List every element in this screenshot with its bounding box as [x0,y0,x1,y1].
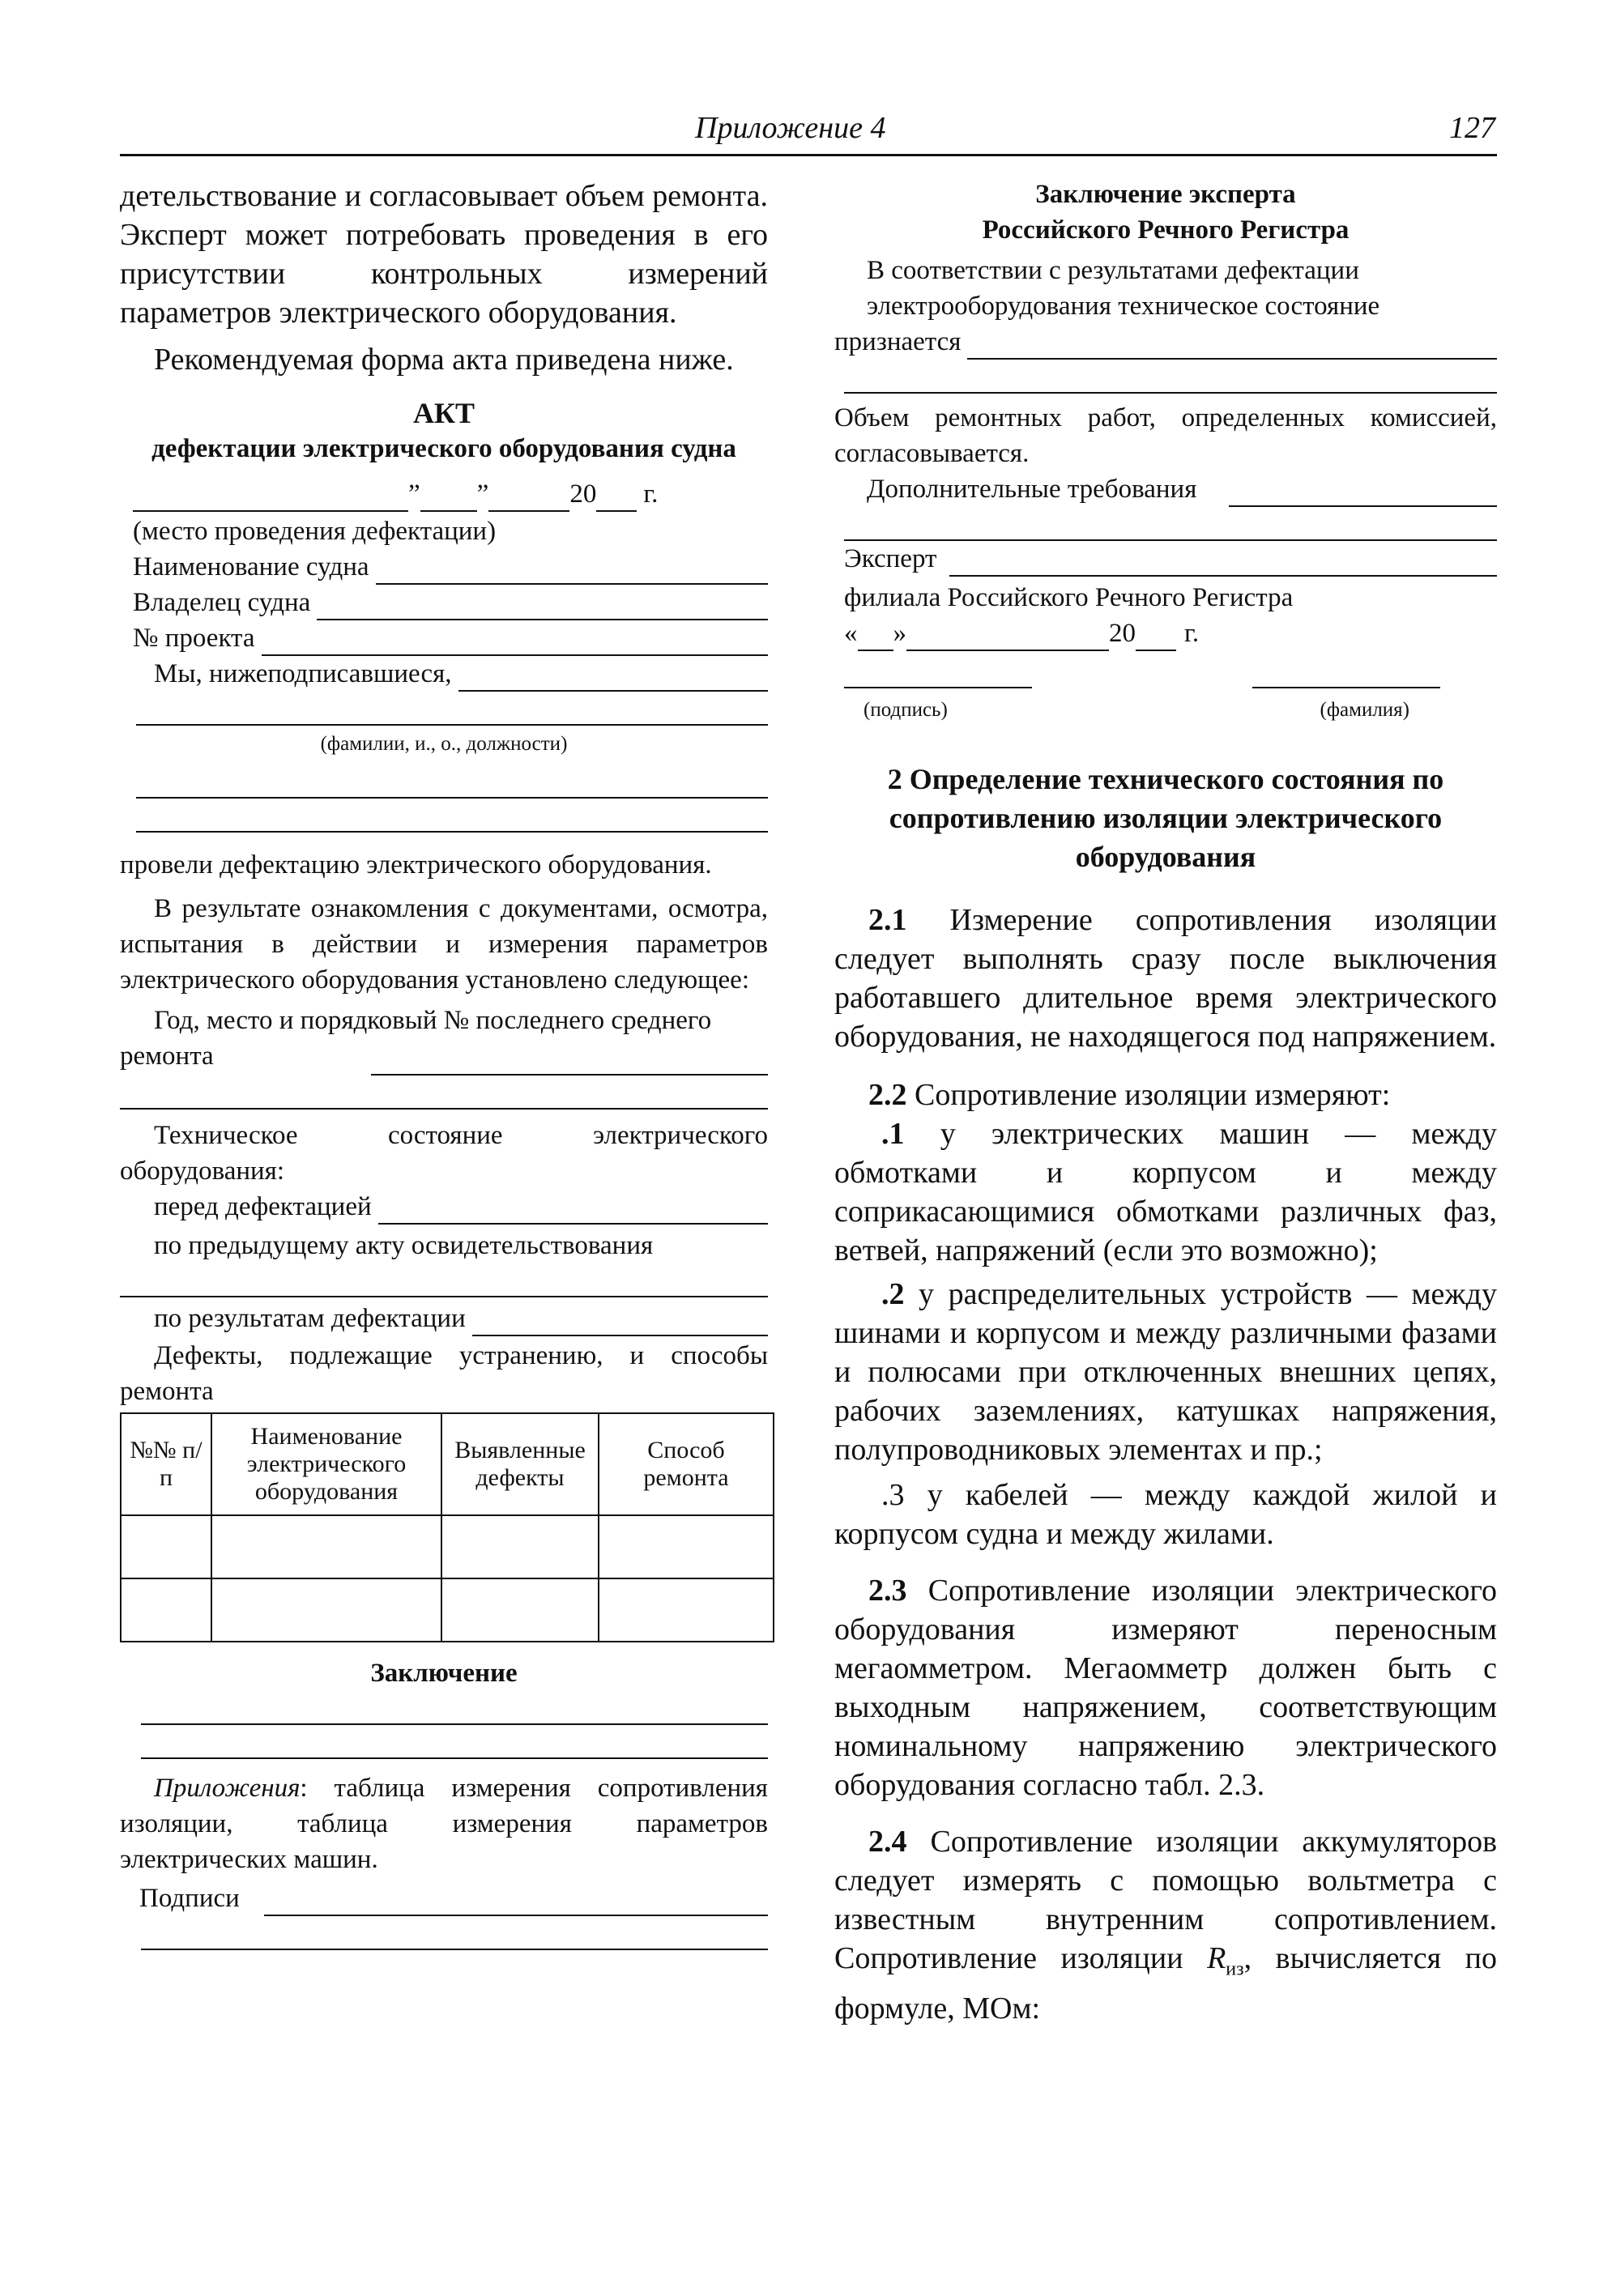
date-quote: ” [476,479,489,509]
paragraph-2-2-1 [834,1114,1497,1270]
table-cell [211,1578,441,1642]
clause-number: .2 [881,1277,905,1311]
table-cell [441,1578,599,1642]
field-label: Эксперт [844,544,937,573]
day-blank [858,622,893,651]
vessel-owner-line [120,585,768,620]
fill-blank [949,547,1497,577]
table-header-cell: Наименование электрического оборудования [211,1413,441,1515]
place-blank [133,483,408,512]
formula-subscript: из [1226,1958,1244,1980]
paragraph-2-3 [834,1571,1497,1804]
fill-blank [1229,478,1497,507]
clause-text: , вычисляется по формуле, МОм: [834,1941,1497,2026]
place-caption: (место проведения дефектации) [133,517,497,546]
act-title: АКТ [412,397,475,429]
field-label: Наименование судна [133,552,369,581]
section-heading: 2 Определение технического состояния по сопротивлению изоляции электрического оборудования [887,763,1444,873]
date-quote: » [893,619,906,648]
paragraph: провели дефектацию электрического оборудования. [120,850,712,880]
paragraph-2-2 [834,1076,1497,1114]
clause-number: 2.2 [868,1078,907,1112]
additional-line [834,471,1497,507]
signatures-line [120,1881,768,1916]
names-caption: (фамилии, и., о., должности) [320,733,568,755]
paragraph: Рекомендуемая форма акта приведена ниже. [154,343,734,377]
clause-text: у электрических машин — между обмотками и корпусом и между соприкасающимися обмотками различных фаз, ветвей, напряжений (если это возможно); [834,1117,1497,1267]
table-cell [211,1515,441,1578]
expert-title: Российского Речного Регистра [982,215,1350,245]
by-results-line [120,1301,768,1336]
expert-title: Заключение эксперта [1035,180,1296,209]
paragraph-2-1 [834,901,1497,1056]
paragraph: детельствование и согласовывает объем ремонта. Эксперт может потребовать проведения в его присутствии контрольных измерений параметров электрического оборудования. [120,179,768,330]
paragraph-2-2-3 [834,1476,1497,1553]
table-cell [121,1515,211,1578]
clause-number: 2.4 [868,1825,907,1859]
blank-rule [141,1916,768,1950]
formula-variable: R [1207,1941,1226,1975]
running-title: Приложение 4 [695,111,886,145]
undersigned-line [120,656,768,692]
left-column [120,177,768,1950]
appendix-paragraph [120,1770,768,1877]
before-defect-line [120,1189,768,1225]
field-label: филиала Российского Речного Регистра [844,583,1294,612]
clause-text: Сопротивление изоляции электрического оборудования измеряют переносным мегаомметром. Мегаомметр должен быть с выходным напряжением, соответствующим номинальному напряжению электрического оборудования согласно табл. 2.3. [834,1574,1497,1802]
page-header [120,105,1497,156]
clause-text: Сопротивление изоляции измеряют: [915,1078,1391,1112]
field-label: перед дефектацией [154,1192,372,1221]
clause-number: 2.1 [868,903,907,937]
date-quote: ” [408,479,420,509]
page-number: 127 [1449,111,1495,145]
expert-signature-row [834,659,1497,688]
day-blank [420,483,477,512]
conclusion-title: Заключение [370,1659,518,1688]
blank-rule [844,507,1497,541]
table-header-row [121,1413,774,1515]
project-number-line [120,620,768,656]
table-row [121,1515,774,1578]
clause-number: 2.3 [868,1574,907,1608]
field-label: по предыдущему акту освидетельствования [154,1231,654,1260]
fill-blank [458,662,768,692]
blank-rule [120,1076,768,1110]
clause-text: у кабелей — между каждой жилой и корпусом судна и между жилами. [834,1478,1498,1551]
table-cell [599,1578,774,1642]
paragraph-2-2-2 [834,1275,1497,1469]
year-blank [1136,622,1176,651]
blank-rule [136,765,768,799]
blank-rule [120,1263,768,1297]
fill-blank [264,1887,768,1916]
blank-rule [141,1691,768,1725]
appendix-text: : таблица измерения сопротивления изоляции, таблица измерения параметров электрических машин. [120,1774,768,1874]
act-subtitle: дефектации электрического оборудования судна [151,434,736,463]
field-label: № проекта [133,624,255,653]
paragraph: Техническое состояние электрического оборудования: [120,1121,768,1186]
blank-rule [844,360,1497,394]
clause-number: .3 [881,1478,905,1512]
fill-blank [378,1195,768,1225]
defects-table [120,1412,774,1642]
paragraph: В результате ознакомления с документами, осмотра, испытания в действии и измерения параметров электрического оборудования установлено следующее: [120,894,768,995]
expert-date-line [834,616,1497,651]
paragraph: Объем ремонтных работ, определенных комиссией, согласовывается. [834,403,1497,468]
table-header-cell: №№ п/п [121,1413,211,1515]
year-prefix: 20 [1109,619,1136,648]
blank-rule [141,1725,768,1759]
clause-text: Сопротивление изоляции аккумуляторов следует измерять с помощью вольтметра с известным внутренним сопротивлением. Сопротивление изоляции [834,1825,1498,1975]
field-label: Дополнительные требования [867,475,1197,504]
table-row [121,1578,774,1642]
expert-line [834,541,1497,577]
field-label: признается [834,327,962,356]
fill-blank [262,627,768,656]
field-label: Подписи [139,1884,240,1913]
table-header-cell: Способ ремонта [599,1413,774,1515]
surname-blank [1252,659,1440,688]
clause-text: Измерение сопротивления изоляции следует выполнять сразу после выключения работавшего длительное время электрического оборудования, не находящегося под напряжением. [834,903,1497,1054]
paragraph: Дефекты, подлежащие устранению, и способы ремонта [120,1341,768,1406]
clause-number: .1 [881,1117,905,1151]
fill-blank [376,556,768,585]
paragraph: В соответствии с результатами дефектации электрооборудования техническое состояние [867,256,1380,321]
signature-captions [834,696,1497,724]
clause-text: у распределительных устройств — между шинами и корпусом и между различными фазами и полюсами при отключенных внешних цепях, рабочих заземлениях, катушках напряжения, полупроводниковых элементах и пр.; [834,1277,1497,1467]
blank-rule [371,1042,768,1076]
field-label: Владелец судна [133,588,311,617]
fill-blank [472,1307,768,1336]
table-cell [441,1515,599,1578]
fill-blank [317,591,768,620]
table-header-cell: Выявленные дефекты [441,1413,599,1515]
month-blank [906,622,1109,651]
paragraph-2-4 [834,1822,1497,2028]
blank-rule [136,799,768,833]
recognized-line [834,324,1497,360]
signature-blank [844,659,1032,688]
year-prefix: 20 [569,479,597,509]
year-suffix: г. [1184,619,1200,648]
surname-caption: (фамилия) [1320,699,1409,721]
right-column [834,177,1497,2028]
table-cell [121,1578,211,1642]
field-label: Мы, нижеподписавшиеся, [154,659,452,688]
signature-caption: (подпись) [863,699,948,721]
act-date-line [120,476,768,512]
table-cell [599,1515,774,1578]
field-label: по результатам дефектации [154,1304,466,1333]
date-quote: « [844,619,858,648]
month-blank [488,483,569,512]
blank-rule [136,692,768,726]
appendix-label: Приложения [154,1774,301,1803]
fill-blank [967,330,1497,360]
paragraph: Год, место и порядковый № последнего среднего ремонта [120,1006,712,1071]
year-blank [596,483,637,512]
year-suffix: г. [643,479,659,509]
vessel-name-line [120,549,768,585]
